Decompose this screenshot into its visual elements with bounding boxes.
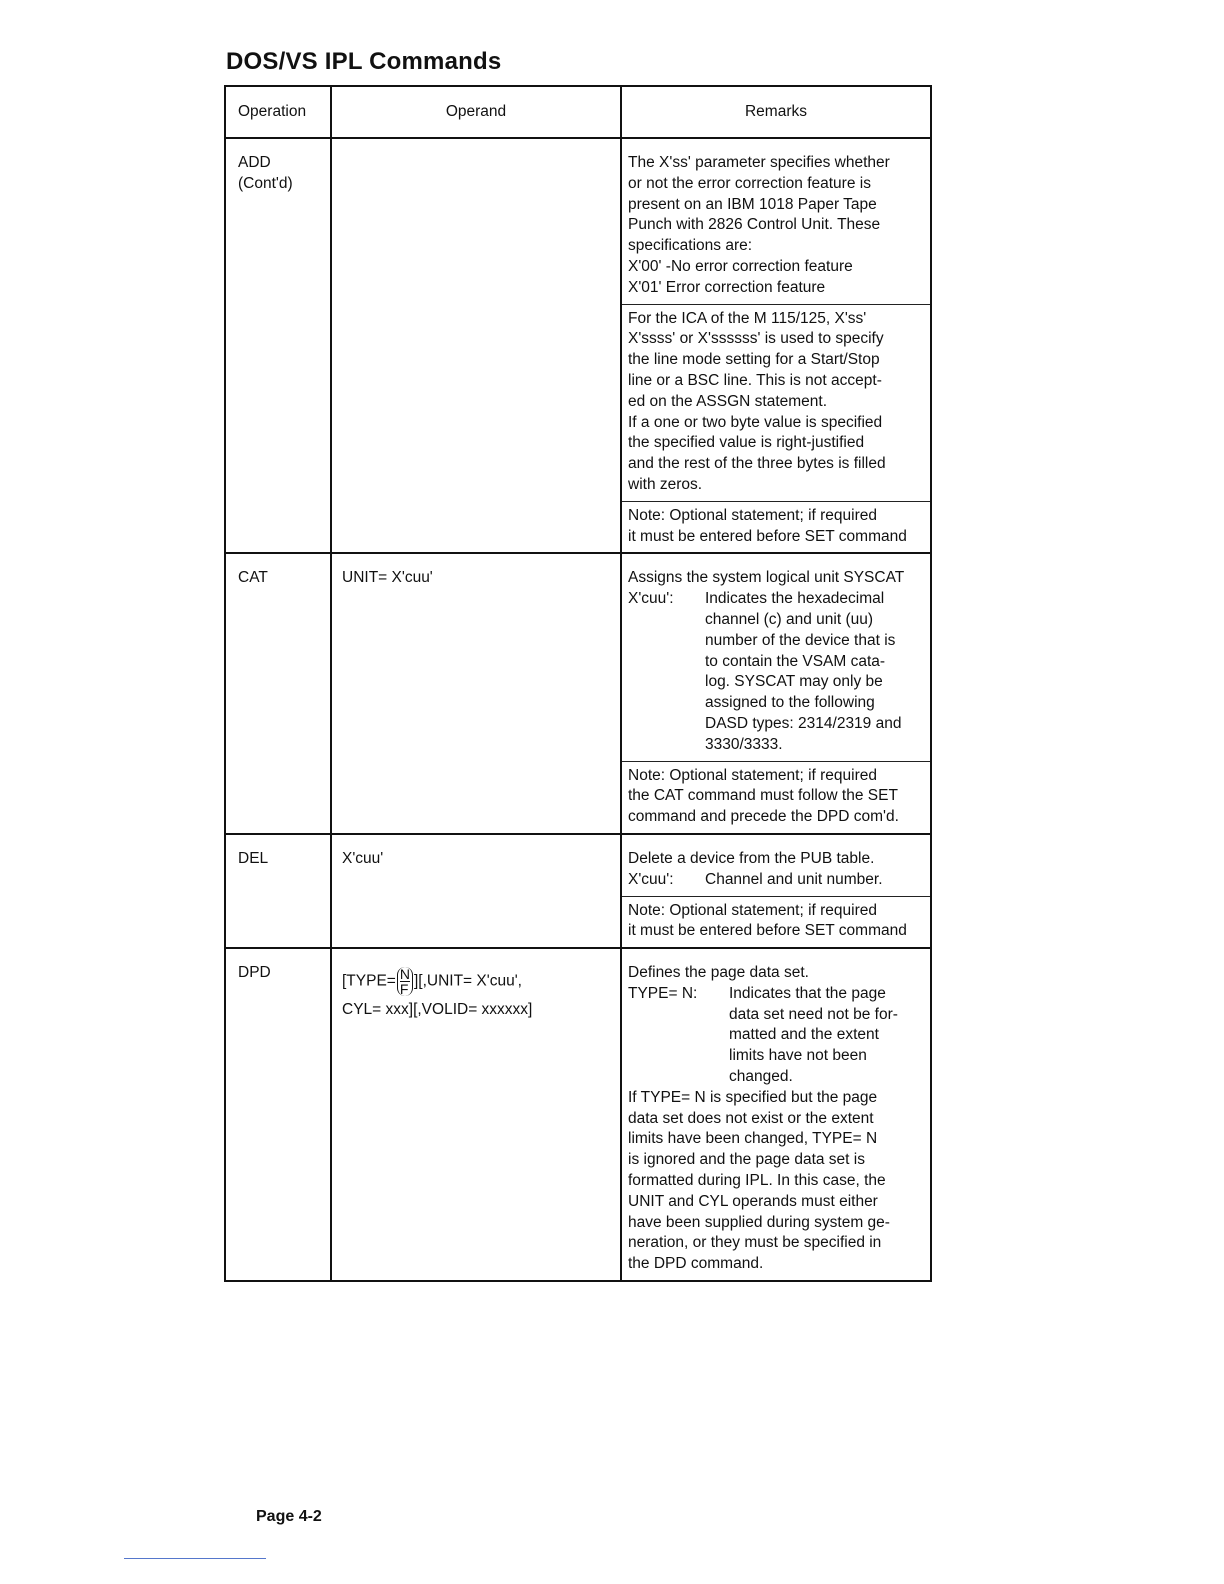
remarks-line: UNIT and CYL operands must either	[628, 1192, 878, 1210]
choice-brace	[397, 967, 413, 996]
remarks-line: data set does not exist or the extent	[628, 1109, 874, 1127]
remarks-line: or not the error correction feature is	[628, 174, 871, 192]
page-number: Page 4-2	[256, 1508, 322, 1525]
header-operand: Operand	[331, 86, 621, 138]
parameter-line: Indicates the hexadecimal	[705, 590, 885, 608]
remarks-line: neration, or they must be specified in	[628, 1234, 882, 1252]
remarks-line: with zeros.	[628, 475, 703, 493]
remarks-note	[622, 501, 930, 553]
operand-cell	[331, 138, 621, 553]
operation-name: ADD	[238, 154, 271, 171]
operand-suffix: ][,UNIT= X'cuu',	[413, 972, 522, 990]
parameter-description	[628, 984, 924, 1088]
table-header-row	[225, 86, 931, 138]
remarks-paragraph	[622, 835, 930, 896]
operation-cell	[225, 138, 331, 553]
parameter-line: Channel and unit number.	[705, 870, 883, 888]
page-title: DOS/VS IPL Commands	[226, 48, 502, 75]
remarks-line: Note: Optional statement; if required	[628, 766, 877, 784]
operation-cell	[225, 834, 331, 948]
remarks-cell	[621, 138, 931, 553]
remarks-line: Note: Optional statement; if required	[628, 506, 877, 524]
remarks-line: specifications are:	[628, 237, 753, 255]
choice-option: F	[399, 981, 409, 998]
remarks-line: For the ICA of the M 115/125, X'ss'	[628, 309, 867, 327]
parameter-line: to contain the VSAM cata-	[705, 652, 886, 670]
remarks-line: limits have been changed, TYPE= N	[628, 1130, 878, 1148]
table-row-cat	[225, 553, 931, 834]
parameter-line: limits have not been	[729, 1047, 867, 1065]
parameter-line: Indicates that the page	[729, 984, 886, 1002]
parameter-label: X'cuu':	[628, 590, 674, 608]
remarks-line: line or a BSC line. This is not accept-	[628, 371, 882, 389]
parameter-line: 3330/3333.	[705, 735, 783, 753]
parameter-line: assigned to the following	[705, 694, 875, 712]
remarks-line: command and precede the DPD com'd.	[628, 808, 899, 826]
operand-text: X'cuu'	[342, 849, 384, 867]
remarks-line: The X'ss' parameter specifies whether	[628, 154, 890, 171]
remarks-line: Note: Optional statement; if required	[628, 901, 877, 919]
remarks-line: X'00' -No error correction feature	[628, 257, 853, 275]
parameter-line: matted and the extent	[729, 1026, 879, 1044]
remarks-line: the DPD command.	[628, 1255, 764, 1273]
remarks-line: is ignored and the page data set is	[628, 1151, 865, 1169]
remarks-cell	[621, 553, 931, 834]
remarks-paragraph	[622, 304, 930, 501]
remarks-line: X'ssss' or X'ssssss' is used to specify	[628, 330, 884, 348]
operand-cell	[331, 834, 621, 948]
parameter-line: channel (c) and unit (uu)	[705, 610, 874, 628]
operand-text: UNIT= X'cuu'	[342, 569, 433, 587]
remarks-line: and the rest of the three bytes is filled	[628, 455, 886, 473]
remarks-note	[622, 761, 930, 833]
parameter-label: X'cuu':	[628, 870, 674, 888]
operation-name: DPD	[238, 964, 271, 982]
remarks-line: the CAT command must follow the SET	[628, 787, 898, 805]
remarks-line: have been supplied during system ge-	[628, 1213, 890, 1231]
remarks-line: ed on the ASSGN statement.	[628, 392, 828, 410]
operand-syntax	[342, 967, 612, 996]
header-operation: Operation	[225, 86, 331, 138]
remarks-line: If a one or two byte value is specified	[628, 413, 883, 431]
operation-name: DEL	[238, 849, 269, 867]
table-row-del	[225, 834, 931, 948]
remarks-paragraph	[622, 1088, 930, 1280]
remarks-paragraph	[622, 139, 930, 304]
remarks-paragraph	[622, 554, 930, 760]
remarks-line: Punch with 2826 Control Unit. These	[628, 216, 881, 234]
remarks-line: the line mode setting for a Start/Stop	[628, 351, 880, 369]
operation-note: (Cont'd)	[238, 174, 293, 192]
operand-prefix: [TYPE=	[342, 972, 396, 990]
remarks-line: Delete a device from the PUB table.	[628, 849, 875, 867]
remarks-line: it must be entered before SET command	[628, 527, 907, 545]
operand-text: CYL= xxx][,VOLID= xxxxxx]	[342, 1001, 533, 1019]
commands-table	[224, 85, 932, 1282]
footer-divider	[124, 1558, 266, 1559]
parameter-line: log. SYSCAT may only be	[705, 673, 883, 691]
table-row-dpd	[225, 948, 931, 1281]
parameter-line: number of the device that is	[705, 631, 896, 649]
parameter-label: TYPE= N:	[628, 984, 698, 1002]
remarks-line: Defines the page data set.	[628, 964, 809, 982]
table-row-add	[225, 138, 931, 553]
remarks-line: Assigns the system logical unit SYSCAT	[628, 569, 905, 587]
remarks-paragraph	[622, 949, 930, 1088]
operation-cell	[225, 553, 331, 834]
parameter-line: data set need not be for-	[729, 1005, 898, 1023]
remarks-line: formatted during IPL. In this case, the	[628, 1172, 886, 1190]
operation-cell	[225, 948, 331, 1281]
parameter-line: changed.	[729, 1068, 793, 1086]
header-remarks: Remarks	[621, 86, 931, 138]
remarks-line: present on an IBM 1018 Paper Tape	[628, 195, 877, 213]
choice-option: N	[399, 966, 410, 983]
remarks-note	[622, 896, 930, 948]
parameter-line: DASD types: 2314/2319 and	[705, 714, 902, 732]
parameter-description	[628, 589, 924, 755]
remarks-line: X'01' Error correction feature	[628, 278, 826, 296]
remarks-cell	[621, 948, 931, 1281]
remarks-cell	[621, 834, 931, 948]
remarks-line: If TYPE= N is specified but the page	[628, 1088, 878, 1106]
parameter-description	[628, 870, 924, 891]
remarks-line: it must be entered before SET command	[628, 922, 907, 940]
operation-name: CAT	[238, 569, 268, 587]
operand-cell	[331, 553, 621, 834]
remarks-line: the specified value is right-justified	[628, 434, 865, 452]
operand-cell	[331, 948, 621, 1281]
